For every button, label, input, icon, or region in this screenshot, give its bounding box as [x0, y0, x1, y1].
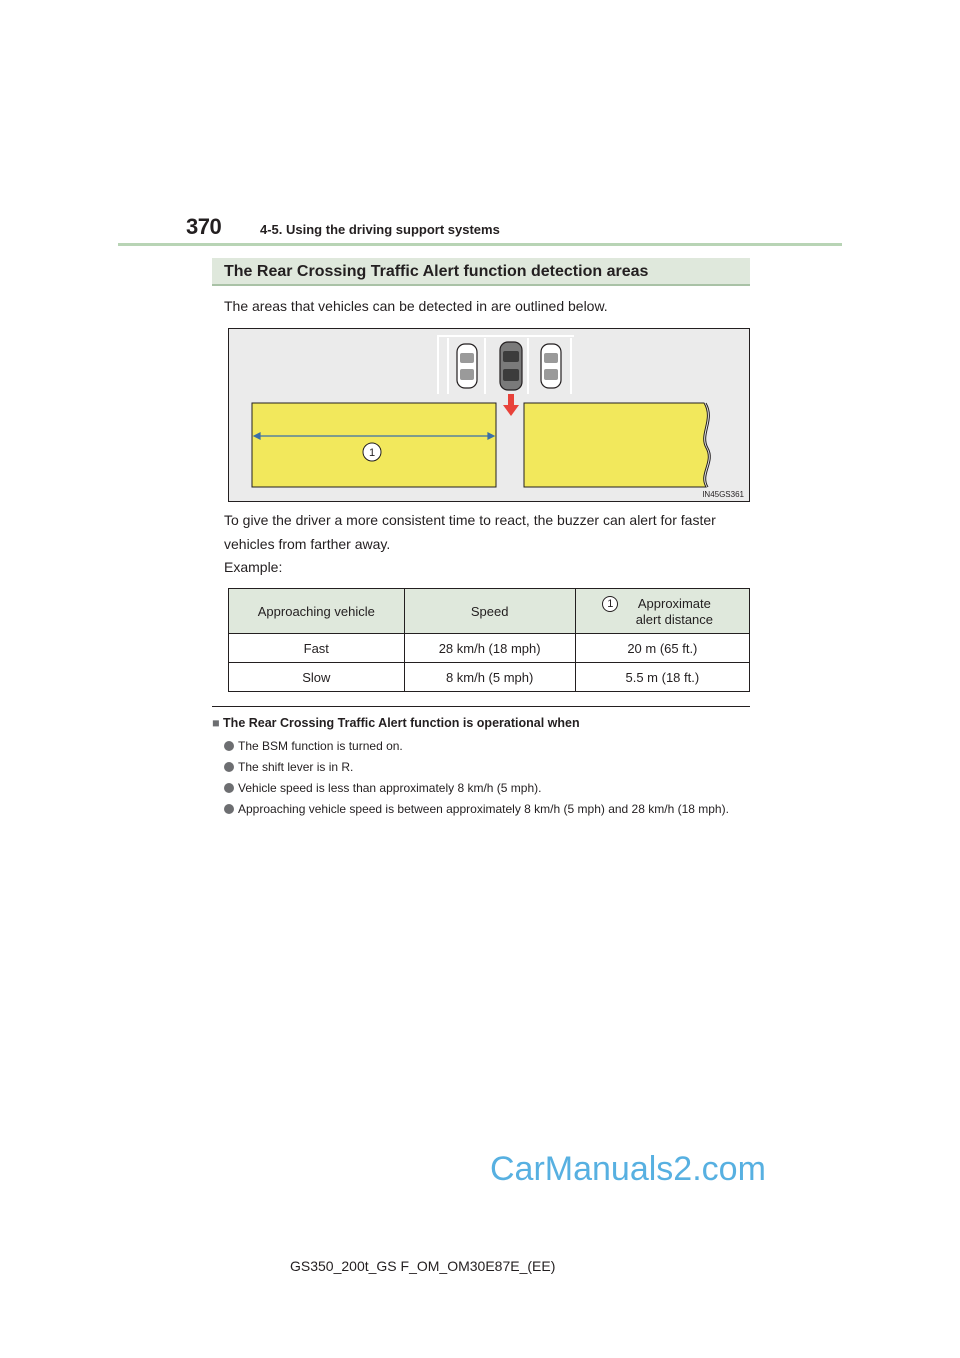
list-item: Vehicle speed is less than approximately 8 km/h (5 mph).: [224, 780, 750, 796]
section-title-band: [212, 258, 750, 286]
section-title: The Rear Crossing Traffic Alert function detection areas: [224, 263, 649, 280]
watermark-logo: CarManuals2.com: [490, 1150, 766, 1188]
intro-text: The areas that vehicles can be detected in are outlined below.: [224, 298, 608, 314]
header-approaching-vehicle: Approaching vehicle: [229, 589, 405, 634]
explanation-text: To give the driver a more consistent time to react, the buzzer can alert for faster vehicles from farther away.: [224, 512, 716, 552]
reversing-car: [500, 342, 522, 390]
bullet-icon: [224, 783, 234, 793]
bullet-icon: [224, 762, 234, 772]
parked-car-left: [457, 344, 477, 388]
table-cell: Fast: [229, 634, 405, 663]
table-row: [229, 634, 750, 663]
list-item: Approaching vehicle speed is between approximately 8 km/h (5 mph) and 28 km/h (18 mph).: [224, 801, 750, 817]
header-rule: [118, 243, 842, 246]
note-divider: [212, 706, 750, 707]
parked-car-right: [541, 344, 561, 388]
table-row: [229, 663, 750, 692]
bullet-icon: [224, 741, 234, 751]
header-alert-distance: [575, 589, 749, 634]
callout-number: 1: [368, 447, 376, 459]
header-speed: Speed: [404, 589, 575, 634]
table-header-row: [229, 589, 750, 634]
list-item: The shift lever is in R.: [224, 759, 750, 775]
table-cell: 28 km/h (18 mph): [404, 634, 575, 663]
table-cell: 8 km/h (5 mph): [404, 663, 575, 692]
square-bullet-icon: ■: [212, 716, 220, 730]
alert-distance-table: [228, 588, 750, 692]
callout-circle: 1: [602, 596, 618, 612]
example-label: Example:: [224, 559, 283, 575]
list-item: The BSM function is turned on.: [224, 738, 750, 754]
figure-code: IN45GS361: [702, 490, 744, 499]
note-heading: [212, 716, 580, 730]
table-cell: Slow: [229, 663, 405, 692]
bullet-icon: [224, 804, 234, 814]
table-cell: 20 m (65 ft.): [575, 634, 749, 663]
table-cell: 5.5 m (18 ft.): [575, 663, 749, 692]
footer-code: GS350_200t_GS F_OM_OM30E87E_(EE): [290, 1258, 556, 1274]
header-alert-distance-label: Approximate alert distance: [635, 595, 714, 627]
section-heading: 4-5. Using the driving support systems: [260, 222, 500, 237]
detection-area-figure: [228, 328, 750, 502]
detection-zone-right: [524, 403, 708, 487]
note-heading-text: The Rear Crossing Traffic Alert function is operational when: [223, 716, 580, 730]
page-number: 370: [186, 214, 222, 239]
